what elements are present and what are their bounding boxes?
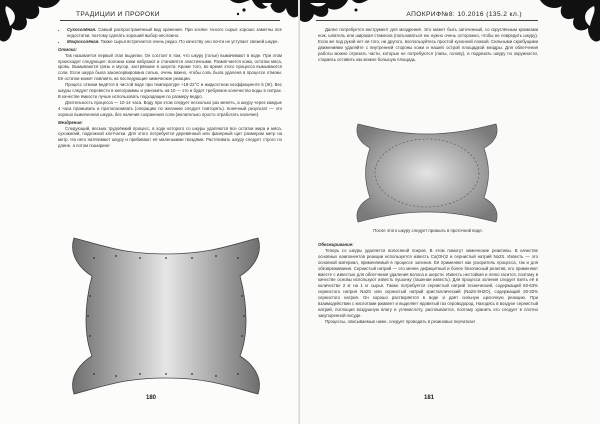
paragraph: Процессы, описываемые ниже, следует проводить в резиновых перчатках! <box>325 318 476 324</box>
right-text-column-bottom <box>318 240 538 325</box>
left-text-column <box>58 27 282 149</box>
right-text-column-top <box>318 27 538 62</box>
page-number-right: 181 <box>424 395 435 401</box>
illustration-caption: После этого шкуру следует промыть в проточной воде. <box>373 228 483 233</box>
stretched-hide-illustration <box>64 236 268 396</box>
bullet-list <box>58 27 282 45</box>
section-heading: Мездрение: <box>58 119 83 125</box>
page-number-left: 180 <box>146 395 157 401</box>
paragraph: Процесс отмоки ведётся в чистой воде при температуре +18-22°С и жидкостном коэффициенте 5 (Ж). Вес шкуры следует перевести в килограммы и умножить на 10 — это и будет требуемое количество воды в литрах. В качестве ёмкости лучше использовать подходящие по размеру ведро. <box>58 82 282 99</box>
right-page <box>300 0 600 424</box>
paragraph: Так называется первый этап выделки. Он состоит в том, что шкуру (голье) вымачивают в воде. При этом происходит следующее: волокна кожи набухают и становятся эластичными. Размягчается кожа, остатки мяса, кровь. Вымываются грязь и мусор, застрявшие в шерсти. Кроме того, во время этого процесса вымываются соли. Если шкура была законсервирована солью, очень важно, чтобы соль была удалена в процессе отмоки. Её остатки может повлиять на последующие химические реакции. <box>58 52 282 82</box>
paragraph: Длительность процесса — 10-14 часа. Воду при этом следует несколько раз менять, а шкуру через каждые 4 часа промывать и прополаскивать (операцию по желанию следует повторять). Конечный результат — это хорошо вымоченная шкура, без наличия сохранения соли (желательно просто отработать наличие). <box>58 99 282 117</box>
header-rule-left <box>60 20 280 21</box>
section-heading: Отмока: <box>58 46 77 52</box>
list-item: • Мокросолёная. Также сырья встречается очень редко. По качеству оно почти не уступает свежей шкуре. <box>67 39 282 45</box>
header-rule-right <box>316 20 538 21</box>
running-header-left: ТРАДИЦИИ И ПРОРОКИ <box>76 11 160 18</box>
paragraph: Следующий, весьма трудоёмкий процесс, в ходе которого со шкуры удаляются все остатки жира и мяса, сухожилий, подкожной клетчатки. Для этого потребуется деревянный или фанерный щит размером метр на метр. На него натягивают шкуру и прибивают её маленькими гвоздями. Растягивать шкуру следует строго по длине, а потом поширине: <box>58 125 282 149</box>
hide-scraping-illustration <box>352 122 502 224</box>
paragraph: Теперь со шкуры удаляется волосяной покров. В этом помогут химические реактивы. В качестве основных компонентов реакции используется известь Ca(OH)2 и сернистый натрий Na2S. Известь — это основной материал, применяемый в процессе золения. Её применяют как ускоритель процесса, так и для обезвреживания. Сернистый натрий — это менее дефицитный и более безопасный реактив, его применяют вместе с известью для облегчения удаления волоса и шерсти. Известь нестойкая и легко гасится, поэтому в качестве основы используют известь пушонку (гашеная известь). Для процесса золения следует взять её в количестве 2 кг на 1 кг сырья. Также потребуется сернистый натрий технический, содержащий 60-63% сернистого натрия Na2S или сернистый натрий кристаллический (Na2S·9H2O), содержащий 30-32% сернистого натрия. Он хорошо растворяется в воде и даёт сильную щелочную реакцию. При взаимодействии с кислотами ржавеет и выделяет ядовитый газ сероводород. Находясь в воздухе сернистый натрий, поглощая воздушную влагу и углекислоту, расплывается, поэтому хранить его следует в плотно закупоренной посуде. <box>318 247 538 318</box>
section-heading: Обезжиривание: <box>318 242 354 247</box>
list-item: • Сухосолёная. Самый распространённый вид хранения. При косяке та-кого сырья хорошо заметны все недостатки, поэтому сделать хороший выбор несложно. <box>67 27 282 39</box>
paragraph: Далее потребуется инструмент для мездрения. Это может быть заточенный, со скруглённым кромками нож, шпатель или широкая стамеска (пользоваться ею нужно очень осторожно, чтобы не повредить шкуру). Если же под рукой нет ни того, ни другого, воспользуйтесь простой кухонной ложкой. Сильными скребущими движениями удаляйте с внутренней стороны кожи и нашей острой площадкой мездры. Для облегчения работы можно отрезать части, которые не потребуются (лапы, голову), и подрезать шкуру по окружности, стараясь оставить как можно большую площадь. <box>318 27 538 62</box>
running-header-right: АПОКРИФ№8: 10.2016 (135.2 кл.) <box>406 11 522 18</box>
